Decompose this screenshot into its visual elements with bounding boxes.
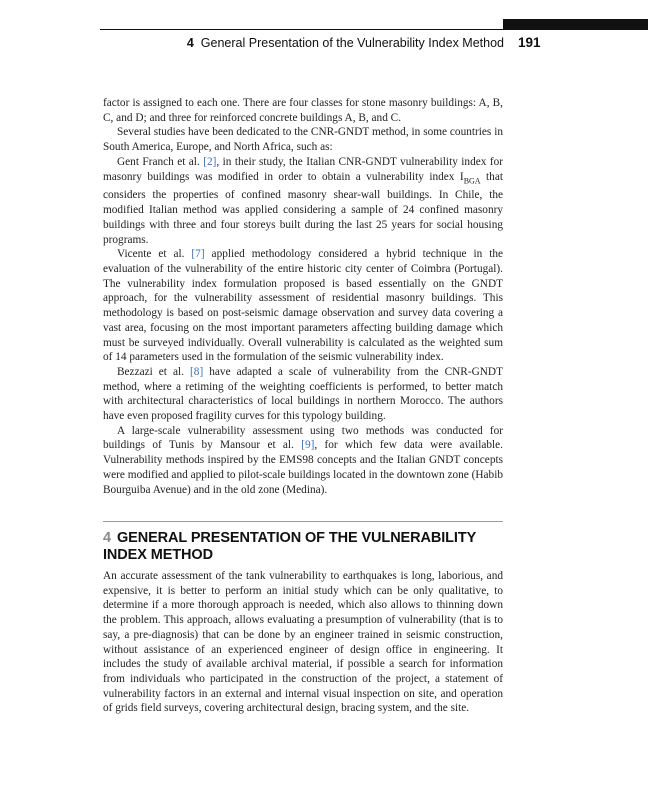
paragraph: A large-scale vulnerability assessment using two methods was conducted for buildings of Tunis by Mansour et al. [9], for which few data were available. Vulnerability methods inspired by the EMS98 concepts and the Italian GNDT concepts were modified and applied to pilot-scale buildings located in the downtown zone (Habib Bourguiba Avenue) and in the old zone (Medina). [103, 424, 503, 496]
section-text [103, 569, 503, 716]
header-bar [503, 19, 648, 29]
chapter-number: 4 [186, 36, 194, 50]
header-rule [100, 29, 648, 30]
paragraph: An accurate assessment of the tank vulnerability to earthquakes is long, laborious, and expensive, it is better to perform an initial study which can be only qualitative, to determine if a more thorough approach is needed, which also allows to thinning down the problem. This approach, allows evaluating a presumption of vulnerability (that is to say, a pre-diagnosis) that can be done by an engineer trained in seismic construction, without assistance of an experienced engineer of design office in engineering. It includes the study of available archival material, if possible a search for information from individuals who participated in the construction of the project, a statement of vulnerability factors in an external and internal visual inspection on site, and operation of grids field surveys, covering architectural design, bracing system, and the site. [103, 570, 503, 715]
page-number: 191 [518, 35, 541, 50]
citation-link[interactable]: [7] [191, 248, 205, 261]
citation-link[interactable]: [9] [301, 439, 315, 452]
section-number: 4 [103, 530, 111, 546]
citation-link[interactable]: [2] [203, 155, 217, 168]
citation-link[interactable]: [8] [190, 365, 204, 378]
paragraph: Bezzazi et al. [8] have adapted a scale of vulnerability from the CNR-GNDT method, where a retiming of the weighting coefficients is performed, to better match with architectural characteristics of local buildings in northern Morocco. The authors have even proposed fragility curves for this typology building. [103, 365, 503, 423]
paragraph: factor is assigned to each one. There are four classes for stone masonry buildings: A, B, C, and D; and three for reinforced concrete buildings A, B, and C. [103, 97, 503, 124]
subscript: BGA [463, 175, 481, 185]
body-text [103, 96, 503, 497]
section-divider [103, 521, 503, 522]
section-heading [103, 530, 503, 564]
paragraph: Several studies have been dedicated to the CNR-GNDT method, in some countries in South America, Europe, and North Africa, such as: [103, 126, 503, 154]
paragraph: Gent Franch et al. [2], in their study, the Italian CNR-GNDT vulnerability index for masonry buildings was modified in order to obtain a vulnerability index $I_{BGA}$ that considers the properties of confined masonry shear-wall buildings. In Chile, the modified Italian method was applied considering a sample of 24 confined masonry buildings with three and four storeys built during the last 25 years for social housing programs. [103, 155, 503, 246]
paragraph: Vicente et al. [7] applied methodology considered a hybrid technique in the evaluation of the vulnerability of the entire historic city center of Coimbra (Portugal). The vulnerability index formulation proposed is based essentially on the GNDT approach, for the vulnerability assessment of residential masonry buildings. This methodology is based on post-seismic damage observation and survey data covering a vast area, focusing on the most important parameters affecting building damage which must be surveyed individually. Overall vulnerability is calculated as the weighted sum of 14 parameters used in the formulation of the seismic vulnerability index. [103, 248, 503, 364]
section-title: GENERAL PRESENTATION OF THE VULNERABILITY INDEX METHOD [103, 530, 476, 563]
running-title: General Presentation of the Vulnerability Index Method [200, 36, 504, 50]
running-head [100, 36, 504, 50]
